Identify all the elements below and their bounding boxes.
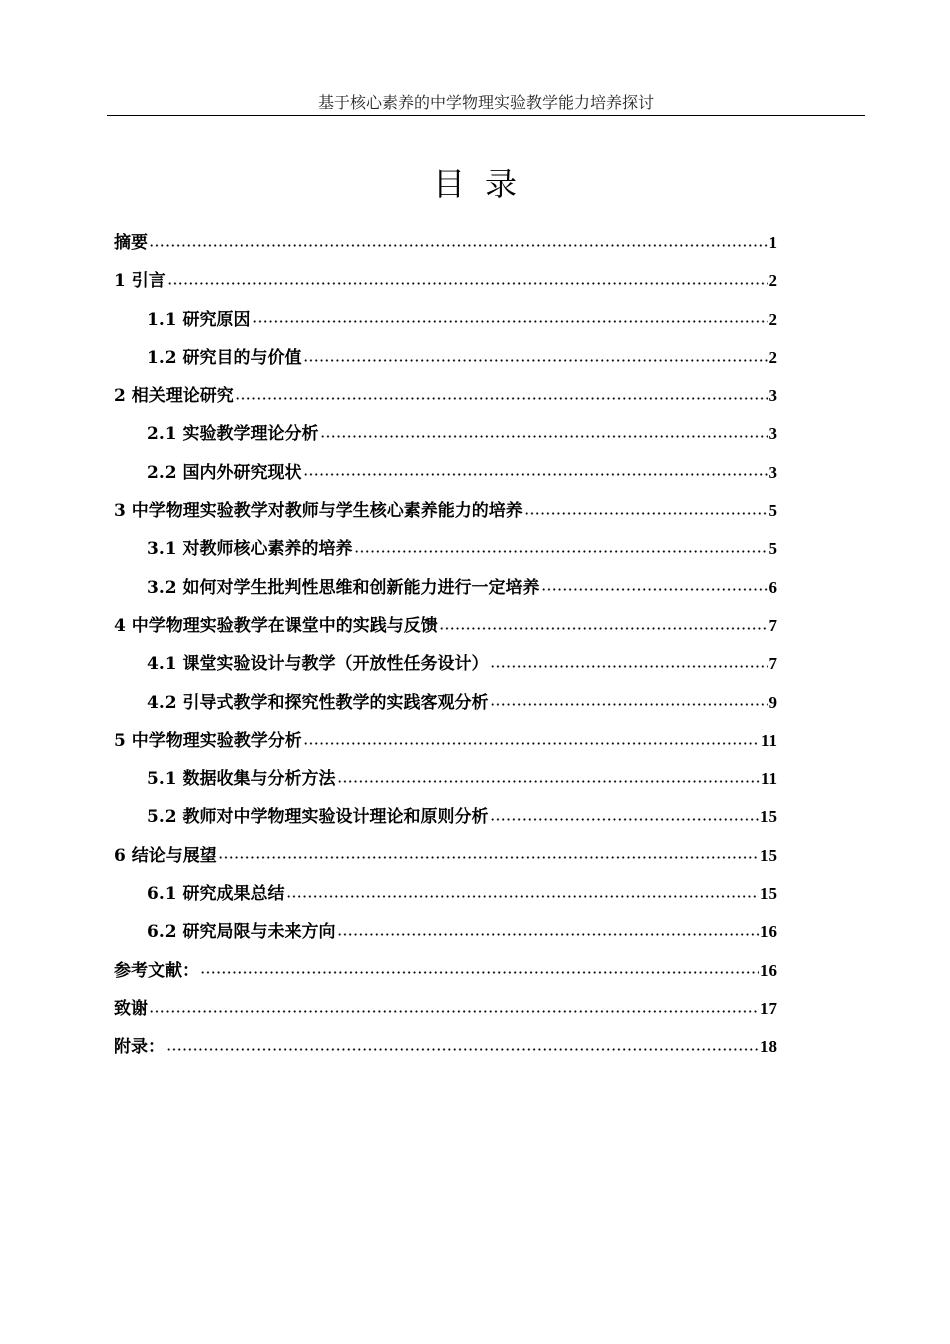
toc-leader-dots <box>167 282 768 285</box>
toc-entry[interactable] <box>114 224 777 262</box>
toc-entry-page-number: 7 <box>768 615 777 635</box>
toc-entry-label: 1.1 研究原因 <box>147 309 251 330</box>
toc-leader-dots <box>337 933 760 936</box>
toc-leader-dots <box>490 665 768 668</box>
toc-entry-label: 2 相关理论研究 <box>114 386 234 407</box>
toc-entry-page-number: 11 <box>760 730 777 750</box>
toc-entry-page-number: 3 <box>768 424 777 444</box>
toc-entry-label: 参考文献： <box>114 960 199 981</box>
toc-entry-page-number: 2 <box>768 271 777 291</box>
toc-entry-page-number: 2 <box>768 347 777 367</box>
toc-leader-dots <box>149 1010 759 1013</box>
toc-entry-page-number: 1 <box>768 233 777 252</box>
toc-leader-dots <box>303 359 768 362</box>
toc-entry-label: 6.1 研究成果总结 <box>147 884 285 905</box>
toc-entry-label: 3 中学物理实验教学对教师与学生核心素养能力的培养 <box>114 501 523 522</box>
toc-entry[interactable] <box>114 837 777 875</box>
toc-leader-dots <box>166 1048 759 1051</box>
toc-entry-label: 4 中学物理实验教学在课堂中的实践与反馈 <box>114 615 438 636</box>
toc-entry-page-number: 9 <box>768 692 777 712</box>
toc-entry-label: 4.2 引导式教学和探究性教学的实践客观分析 <box>147 692 489 713</box>
toc-entry[interactable] <box>114 415 777 453</box>
toc-leader-dots <box>218 856 759 859</box>
toc-entry-label: 6 结论与展望 <box>114 845 217 866</box>
toc-entry-page-number: 5 <box>768 501 777 521</box>
toc-entry-label: 附录： <box>114 1037 165 1058</box>
toc-entry-label: 1.2 研究目的与价值 <box>147 347 302 368</box>
toc-entry-label: 5.1 数据收集与分析方法 <box>147 769 336 790</box>
running-header: 基于核心素养的中学物理实验教学能力培养探讨 <box>317 93 654 112</box>
toc-leader-dots <box>541 588 768 591</box>
toc-entry-label: 2.2 国内外研究现状 <box>147 462 302 483</box>
toc-leader-dots <box>490 818 760 821</box>
toc-entry-page-number: 3 <box>768 462 777 482</box>
toc-entry[interactable] <box>114 339 777 377</box>
toc-entry-label: 5.2 教师对中学物理实验设计理论和原则分析 <box>147 807 489 828</box>
toc-entry-label: 4.1 课堂实验设计与教学（开放性任务设计） <box>147 654 489 675</box>
toc-entry-label: 2.1 实验教学理论分析 <box>147 424 319 445</box>
toc-leader-dots <box>524 512 768 515</box>
toc-leader-dots <box>303 473 768 476</box>
toc-entry-label: 摘要 <box>114 233 148 253</box>
toc-entry[interactable] <box>114 990 777 1028</box>
toc-entry[interactable] <box>114 607 777 645</box>
toc-entry-page-number: 18 <box>760 1037 777 1057</box>
toc-entry-page-number: 15 <box>760 884 777 904</box>
toc-entry-page-number: 15 <box>760 845 777 865</box>
toc-leader-dots <box>354 550 768 553</box>
toc-title: 目录 <box>432 165 537 204</box>
toc-entry[interactable] <box>114 913 777 951</box>
toc-entry[interactable] <box>114 722 777 760</box>
toc-entry[interactable] <box>114 645 777 683</box>
toc-entry-page-number: 7 <box>768 654 777 674</box>
toc-leader-dots <box>235 397 768 400</box>
toc-leader-dots <box>337 780 760 783</box>
toc-leader-dots <box>200 971 759 974</box>
header-rule <box>107 115 865 116</box>
table-of-contents <box>114 224 777 1067</box>
toc-entry-page-number: 16 <box>760 922 777 942</box>
toc-entry-label: 3.2 如何对学生批判性思维和创新能力进行一定培养 <box>147 577 540 598</box>
toc-entry[interactable] <box>114 454 777 492</box>
toc-entry-label: 5 中学物理实验教学分析 <box>114 730 302 751</box>
toc-leader-dots <box>286 895 760 898</box>
toc-leader-dots <box>320 435 768 438</box>
toc-entry[interactable] <box>114 569 777 607</box>
toc-leader-dots <box>490 703 768 706</box>
toc-entry[interactable] <box>114 684 777 722</box>
toc-leader-dots <box>252 320 768 323</box>
toc-entry-label: 3.1 对教师核心素养的培养 <box>147 539 353 560</box>
toc-entry[interactable] <box>114 262 777 300</box>
toc-entry[interactable] <box>114 492 777 530</box>
toc-entry[interactable] <box>114 1028 777 1066</box>
toc-entry-page-number: 5 <box>768 539 777 559</box>
toc-entry[interactable] <box>114 377 777 415</box>
toc-entry-page-number: 15 <box>760 807 777 827</box>
toc-entry-page-number: 3 <box>768 386 777 406</box>
toc-entry-page-number: 11 <box>760 769 777 789</box>
toc-entry[interactable] <box>114 875 777 913</box>
toc-entry[interactable] <box>114 301 777 339</box>
toc-leader-dots <box>149 244 768 247</box>
toc-entry-label: 6.2 研究局限与未来方向 <box>147 922 336 943</box>
toc-entry[interactable] <box>114 530 777 568</box>
toc-entry[interactable] <box>114 952 777 990</box>
toc-entry-page-number: 6 <box>768 577 777 597</box>
toc-entry-page-number: 17 <box>760 998 777 1018</box>
toc-entry-page-number: 16 <box>760 960 777 980</box>
toc-entry[interactable] <box>114 798 777 836</box>
toc-entry-label: 致谢 <box>114 998 148 1019</box>
toc-leader-dots <box>303 742 760 745</box>
toc-entry-page-number: 2 <box>768 309 777 329</box>
toc-leader-dots <box>439 627 768 630</box>
toc-entry-label: 1 引言 <box>114 271 166 292</box>
toc-entry[interactable] <box>114 760 777 798</box>
